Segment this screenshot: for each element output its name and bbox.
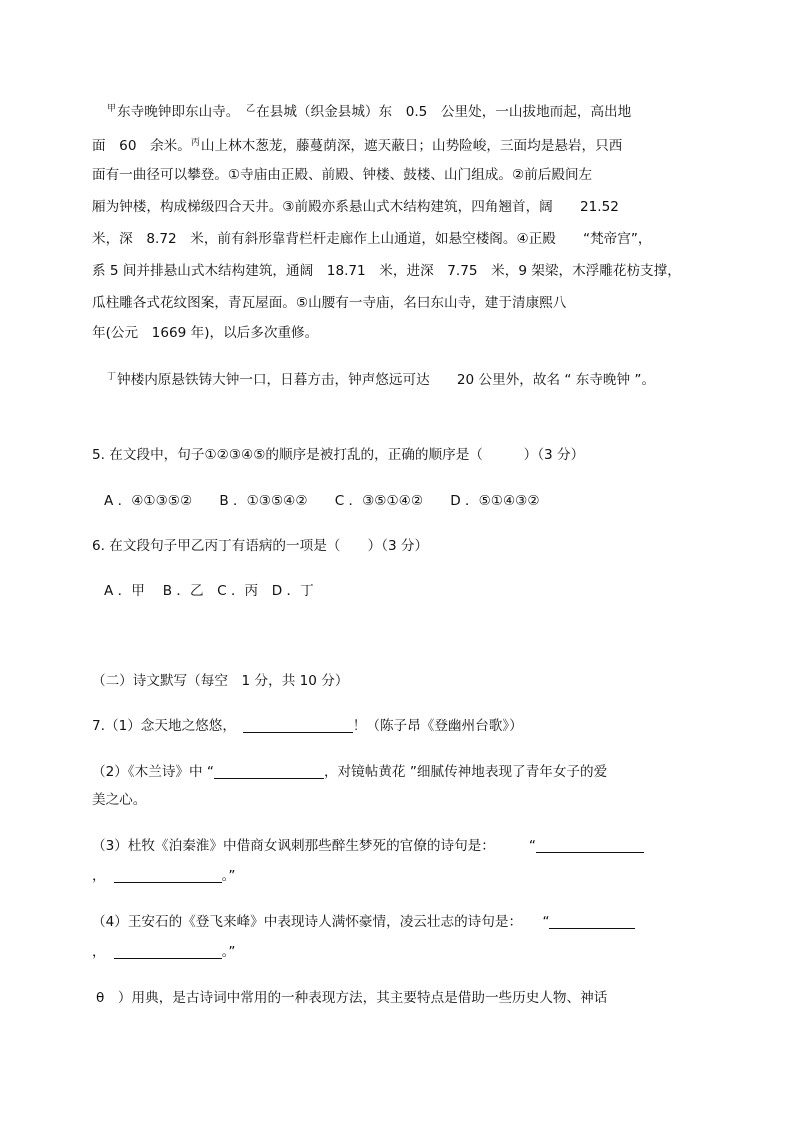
question-6-stem: 6. 在文段句子甲乙丙丁有语病的一项是（ ）（3 分） [92, 538, 429, 554]
passage-line-3: 面有一曲径可以攀登。①寺庙由正殿、前殿、钟楼、鼓楼、山门组成。②前后殿间左 [92, 167, 593, 183]
passage-line-5: 米，深 8.72 米，前有斜形靠背栏杆走廊作上山通道，如悬空楼阁。④正殿 “梵帝宫”， [92, 231, 652, 247]
question-5-options: A ．④①③⑤② B ．①③⑤④② C ．③⑤①④② D ．⑤①④③② [104, 493, 540, 509]
mark-ding: 丁 [107, 372, 117, 382]
passage-line-2: 面 60 余米。$^丙$山上林木葱茏，藤蔓荫深，遮天蔽日；山势险峻，三面均是悬岩，只西 [92, 138, 623, 154]
mark-bing: 丙 [190, 138, 200, 148]
question-7-part-3-cont: ， 。” [92, 868, 236, 884]
question-6-options: A ．甲 B ．乙 C ．丙 D ．丁 [104, 583, 314, 599]
passage-line-8: 年(公元 1669 年)，以后多次重修。 [92, 325, 319, 341]
question-7-part-5: θ ）用典，是古诗词中常用的一种表现方法，其主要特点是借助一些历史人物、神话 [96, 990, 608, 1006]
question-7-part-4: （4）王安石的《登飞来峰》中表现诗人满怀豪情，凌云壮志的诗句是： “ [92, 913, 635, 931]
question-5-stem: 5. 在文段中，句子①②③④⑤的顺序是被打乱的，正确的顺序是（ ）（3 分） [92, 447, 585, 463]
answer-blank[interactable] [536, 838, 644, 853]
passage-line-9: $^丁$钟楼内原悬铁铸大钟一口，日暮方击，钟声悠远可达 20 公里外，故名 “ 东寺晚钟 ”。 [107, 372, 656, 388]
answer-blank[interactable] [114, 944, 222, 959]
question-7-part-2-cont: 美之心。 [92, 792, 147, 808]
mark-jia: 甲 [107, 104, 117, 114]
question-7-part-3: （3）杜牧《泊秦淮》中借商女讽刺那些醉生梦死的官僚的诗句是： “ [92, 837, 644, 855]
answer-blank[interactable] [243, 718, 353, 733]
passage-line-7: 瓜柱雕各式花纹图案，青瓦屋面。⑤山腰有一寺庙，名曰东山寺，建于清康熙八 [92, 295, 567, 311]
question-7-part-1: 7.（1）念天地之悠悠， ！（陈子昂《登幽州台歌》） [92, 718, 523, 734]
passage-line-1: $^甲$东寺晚钟即东山寺。 $^乙$在县城（织金县城）东 0.5 公里处，一山拔地而起，高出地 [107, 104, 632, 120]
answer-blank[interactable] [549, 914, 635, 929]
answer-blank[interactable] [214, 764, 324, 779]
passage-line-6: 系 5 间并排悬山式木结构建筑，通阔 18.71 米，进深 7.75 米，9 架梁，木浮雕花枋支撑， [92, 263, 681, 279]
answer-blank[interactable] [114, 868, 222, 883]
question-7-part-4-cont: ， 。” [92, 944, 236, 960]
question-7-part-2: （2）《木兰诗》中 “ ，对镜帖黄花 ”细腻传神地表现了青年女子的爱 [92, 764, 608, 780]
section-2-title: （二）诗文默写（每空 1 分，共 10 分） [92, 673, 349, 689]
mark-yi: 乙 [246, 104, 256, 114]
passage-line-4: 厢为钟楼，构成梯级四合天井。③前殿亦系悬山式木结构建筑，四角翘首，阔 21.52 [92, 199, 619, 215]
